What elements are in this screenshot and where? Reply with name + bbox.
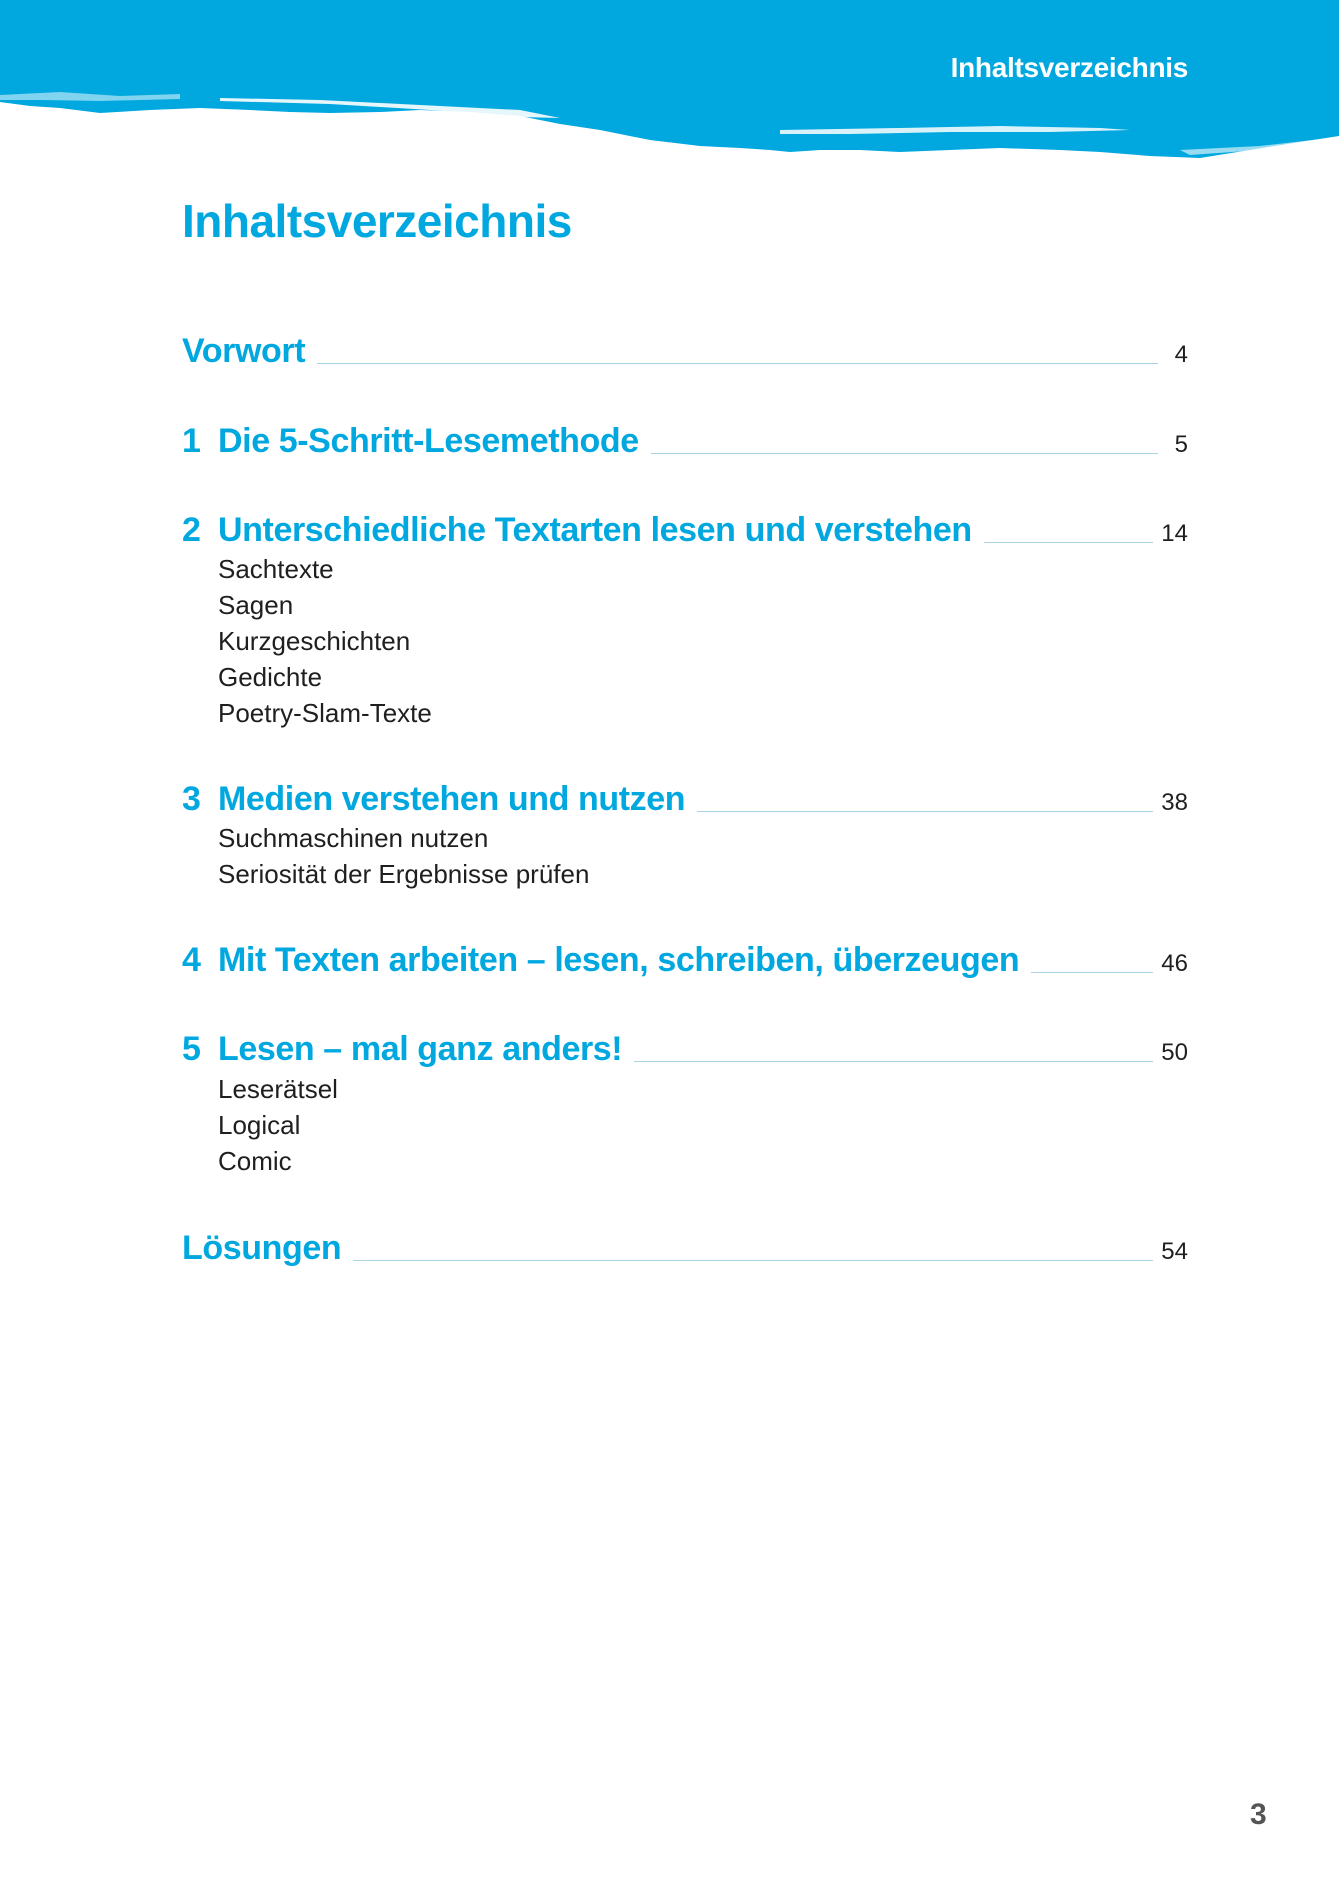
toc-subitem[interactable]: Suchmaschinen nutzen bbox=[218, 823, 489, 853]
toc-subitems-chapter-3 bbox=[218, 820, 589, 892]
toc-entry-title: Lösungen bbox=[182, 1229, 342, 1267]
toc-entry-chapter-5[interactable] bbox=[182, 1024, 1188, 1068]
toc-page-number: 14 bbox=[1161, 520, 1188, 547]
toc-subitem[interactable]: Gedichte bbox=[218, 662, 323, 692]
chapter-number: 5 bbox=[182, 1030, 201, 1068]
toc-entry-loesungen[interactable] bbox=[182, 1223, 1188, 1267]
toc-subitem[interactable]: Sachtexte bbox=[218, 554, 334, 584]
leader-line bbox=[984, 541, 1154, 543]
toc-entry-title: Die 5-Schritt-Lesemethode bbox=[218, 422, 639, 460]
toc-page-number: 4 bbox=[1174, 341, 1188, 368]
leader-line bbox=[1031, 971, 1153, 973]
page-number: 3 bbox=[1250, 1798, 1267, 1831]
toc-subitem[interactable]: Kurzgeschichten bbox=[218, 626, 411, 656]
chapter-number: 3 bbox=[182, 780, 201, 818]
header-brush-band bbox=[0, 0, 1339, 175]
page-title: Inhaltsverzeichnis bbox=[182, 195, 572, 247]
toc-subitem[interactable]: Leserätsel bbox=[218, 1074, 338, 1104]
toc-entry-title: Medien verstehen und nutzen bbox=[218, 780, 686, 818]
toc-page-number: 38 bbox=[1161, 789, 1188, 816]
toc-subitem[interactable]: Logical bbox=[218, 1110, 301, 1140]
toc-subitem[interactable]: Sagen bbox=[218, 590, 294, 620]
toc-entry-chapter-3[interactable] bbox=[182, 774, 1188, 818]
toc-subitem[interactable]: Poetry-Slam-Texte bbox=[218, 698, 432, 728]
toc-subitems-chapter-5 bbox=[218, 1071, 338, 1179]
leader-line bbox=[651, 452, 1158, 454]
chapter-number: 1 bbox=[182, 422, 201, 460]
toc-page-number: 5 bbox=[1174, 431, 1188, 458]
toc-subitem[interactable]: Comic bbox=[218, 1146, 292, 1176]
toc-entry-title: Unterschiedliche Textarten lesen und verstehen bbox=[218, 511, 972, 549]
toc-page-number: 54 bbox=[1161, 1238, 1188, 1265]
chapter-number: 2 bbox=[182, 511, 201, 549]
toc-entry-title: Vorwort bbox=[182, 332, 306, 370]
leader-line bbox=[353, 1259, 1153, 1261]
toc-entry-vorwort[interactable] bbox=[182, 326, 1188, 370]
leader-line bbox=[697, 810, 1153, 812]
running-header-title: Inhaltsverzeichnis bbox=[950, 52, 1188, 83]
toc-entry-chapter-4[interactable] bbox=[182, 935, 1188, 979]
toc-entry-title: Lesen – mal ganz anders! bbox=[218, 1030, 623, 1068]
toc-subitems-chapter-2 bbox=[218, 551, 432, 731]
toc-page-number: 46 bbox=[1161, 950, 1188, 977]
leader-line bbox=[634, 1060, 1153, 1062]
leader-line bbox=[317, 362, 1158, 364]
toc-entry-title: Mit Texten arbeiten – lesen, schreiben, überzeugen bbox=[218, 941, 1020, 979]
toc-entry-chapter-2[interactable] bbox=[182, 505, 1188, 549]
toc-entry-chapter-1[interactable] bbox=[182, 416, 1188, 460]
chapter-number: 4 bbox=[182, 941, 201, 979]
toc-page-number: 50 bbox=[1161, 1039, 1188, 1066]
toc-subitem[interactable]: Seriosität der Ergebnisse prüfen bbox=[218, 859, 590, 889]
